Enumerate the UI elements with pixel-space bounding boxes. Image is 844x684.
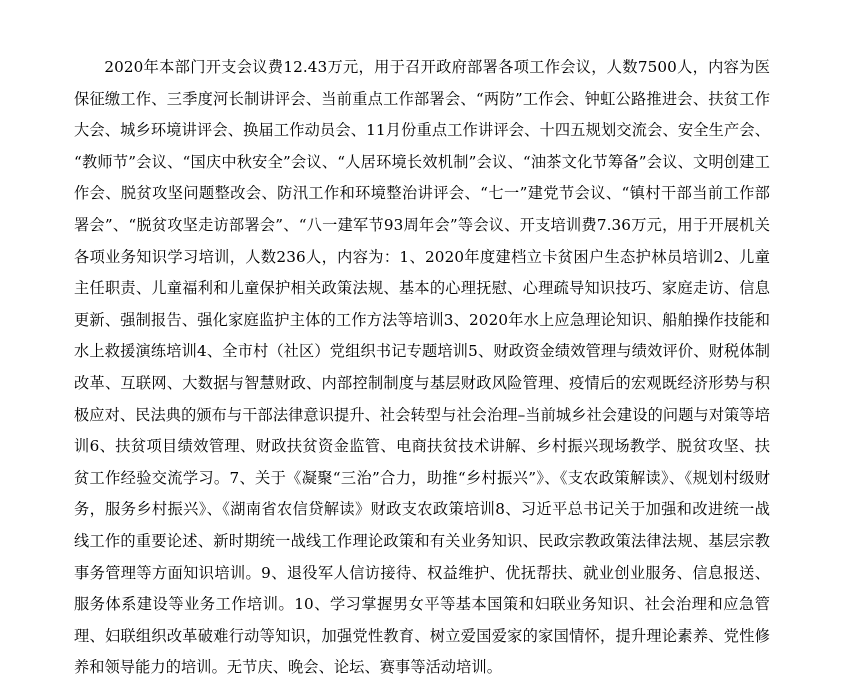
document-body [74,52,770,684]
paragraph: 2020年本部门开支会议费12.43万元，用于召开政府部署各项工作会议，人数7500人，内容为医保征缴工作、三季度河长制讲评会、当前重点工作部署会、“两防”工作会、钟虹公路推进会、扶贫工作大会、城乡环境讲评会、换届工作动员会、11月份重点工作讲评会、十四五规划交流会、安全生产会、“教师节”会议、“国庆中秋安全”会议、“人居环境长效机制”会议、“油茶文化节筹备”会议、文明创建工作会、脱贫攻坚问题整改会、防汛工作和环境整治讲评会、“七一”建党节会议、“镇村干部当前工作部署会”、“脱贫攻坚走访部署会”、“八一建军节93周年会”等会议、开支培训费7.36万元，用于开展机关各项业务知识学习培训，人数236人，内容为：1、2020年度建档立卡贫困户生态护林员培训2、儿童主任职责、儿童福利和儿童保护相关政策法规、基本的心理抚慰、心理疏导知识技巧、家庭走访、信息更新、强制报告、强化家庭监护主体的工作方法等培训3、2020年水上应急理论知识、船舶操作技能和水上救援演练培训4、全市村（社区）党组织书记专题培训5、财政资金绩效管理与绩效评价、财税体制改革、互联网、大数据与智慧财政、内部控制制度与基层财政风险管理、疫情后的宏观既经济形势与积极应对、民法典的颁布与干部法律意识提升、社会转型与社会治理–当前城乡社会建设的问题与对策等培训6、扶贫项目绩效管理、财政扶贫资金监管、电商扶贫技术讲解、乡村振兴现场教学、脱贫攻坚、扶贫工作经验交流学习。7、关于《凝聚“三治”合力，助推“乡村振兴”》、《支农政策解读》、《规划村级财务，服务乡村振兴》、《湖南省农信贷解读》财政支农政策培训8、习近平总书记关于加强和改进统一战线工作的重要论述、新时期统一战线工作理论政策和有关业务知识、民政宗教政策法律法规、基层宗教事务管理等方面知识培训。9、退役军人信访接待、权益维护、优抚帮扶、就业创业服务、信息报送、服务体系建设等业务工作培训。10、学习掌握男女平等基本国策和妇联业务知识、社会治理和应急管理、妇联组织改革破难行动等知识，加强党性教育、树立爱国爱家的家国情怀，提升理论素养、党性修养和领导能力的培训。无节庆、晚会、论坛、赛事等活动培训。 [74,58,770,677]
